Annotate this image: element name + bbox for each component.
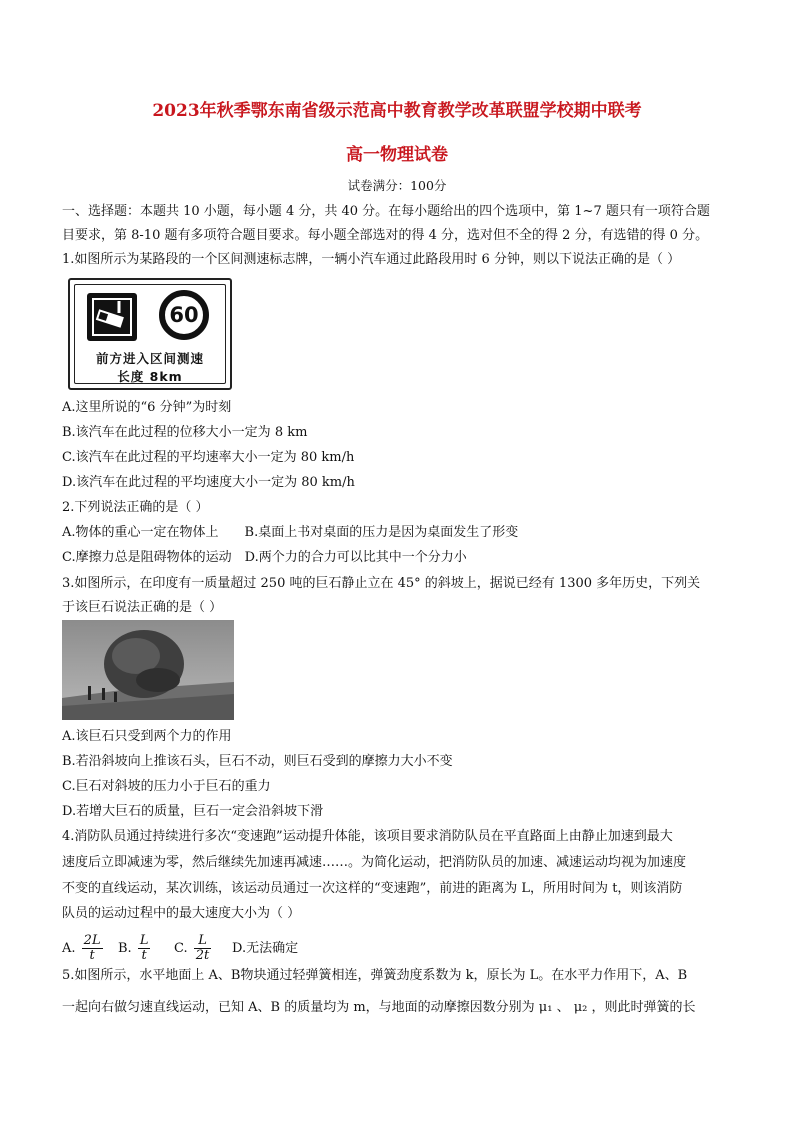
section-intro-line1: 一、选择题：本题共 10 小题，每小题 4 分，共 40 分。在每小题给出的四个选项中，第 1~7 题只有一项符合题 [62,204,710,219]
exam-title: 2023年秋季鄂东南省级示范高中教育教学改革联盟学校期中联考 [152,101,642,121]
q1-option-a: A.这里所说的“6 分钟”为时刻 [62,400,232,415]
q4-option-c [174,934,213,963]
q4-option-a-label: A. [62,941,76,956]
exam-subtitle: 高一物理试卷 [346,145,448,165]
q4-line1: 4.消防队员通过持续进行多次“变速跑”运动提升体能，该项目要求消防队员在平直路面上由静止加速到最大 [62,829,673,844]
speed-limit-value: 60 [159,290,209,340]
q4-option-a-numerator: 2L [83,933,101,948]
total-score: 试卷满分：100分 [347,178,447,193]
q4-option-c-numerator: L [194,934,212,949]
q3-option-b: B.若沿斜坡向上推该石头，巨石不动，则巨石受到的摩擦力大小不变 [62,754,453,769]
q3-option-c: C.巨石对斜坡的压力小于巨石的重力 [62,779,271,794]
q3-option-d: D.若增大巨石的质量，巨石一定会沿斜坡下滑 [62,804,324,819]
q4-option-a-fraction [82,934,103,963]
q4-option-b-denominator: t [141,948,147,963]
q1-option-c: C.该汽车在此过程的平均速率大小一定为 80 km/h [62,450,355,465]
q2-options-row2: C.摩擦力总是阻碍物体的运动 D.两个力的合力可以比其中一个分力小 [62,550,467,565]
q4-option-c-label: C. [174,941,188,956]
sign-text-line2: 长度 8km [117,369,183,384]
speed-camera-icon [87,293,137,341]
sign-border [74,284,226,384]
q4-line3: 不变的直线运动，某次训练，该运动员通过一次这样的“变速跑”，前进的距离为 L，所用时间为 t，则该消防 [62,881,683,896]
q4-option-d: D.无法确定 [232,941,299,956]
q4-option-a-denominator: t [89,948,95,963]
q3-option-a: A.该巨石只受到两个力的作用 [62,729,232,744]
q2-stem: 2.下列说法正确的是（ ） [62,500,209,515]
q4-option-c-denominator: 2t [195,948,210,963]
sign-text-line1: 前方进入区间测速 [95,351,204,366]
q4-option-b-numerator: L [139,933,149,948]
q4-line2: 速度后立即减速为零，然后继续先加速再减速……。为简化运动，把消防队员的加速、减速运动均视为加速度 [62,855,687,870]
q3-stem-line2: 于该巨石说法正确的是（ ） [62,600,223,615]
section-intro-line2: 目要求，第 8-10 题有多项符合题目要求。每小题全部选对的得 4 分，选对但不全的得 2 分，有选错的得 0 分。 [62,228,709,243]
q4-option-b-fraction [138,934,151,963]
q1-stem: 1.如图所示为某路段的一个区间测速标志牌，一辆小汽车通过此路段用时 6 分钟，则以下说法正确的是（ ） [62,252,681,267]
boulder-on-slope-photo [62,620,234,720]
q1-option-d: D.该汽车在此过程的平均速度大小一定为 80 km/h [62,475,355,490]
speed-zone-sign [68,278,232,390]
q5-line1: 5.如图所示，水平地面上 A、B物块通过轻弹簧相连，弹簧劲度系数为 k，原长为 L。在水平力作用下，A、B [62,968,688,983]
q4-options [62,922,738,962]
q4-option-b-label: B. [118,941,132,956]
q2-options-row1: A.物体的重心一定在物体上 B.桌面上书对桌面的压力是因为桌面发生了形变 [62,525,519,540]
q1-option-b: B.该汽车在此过程的位移大小一定为 8 km [62,425,308,440]
q4-option-a [62,934,105,963]
q4-option-c-fraction [194,934,212,963]
q5-line2: 一起向右做匀速直线运动，已知 A、B 的质量均为 m，与地面的动摩擦因数分别为 μ₁ 、 μ₂ ，则此时弹簧的长 [62,1000,696,1015]
q4-line4: 队员的运动过程中的最大速度大小为（ ） [62,906,301,921]
q4-option-b [118,934,152,963]
q3-stem-line1: 3.如图所示，在印度有一质量超过 250 吨的巨石静止立在 45° 的斜坡上，据说已经有 1300 多年历史，下列关 [62,576,701,591]
